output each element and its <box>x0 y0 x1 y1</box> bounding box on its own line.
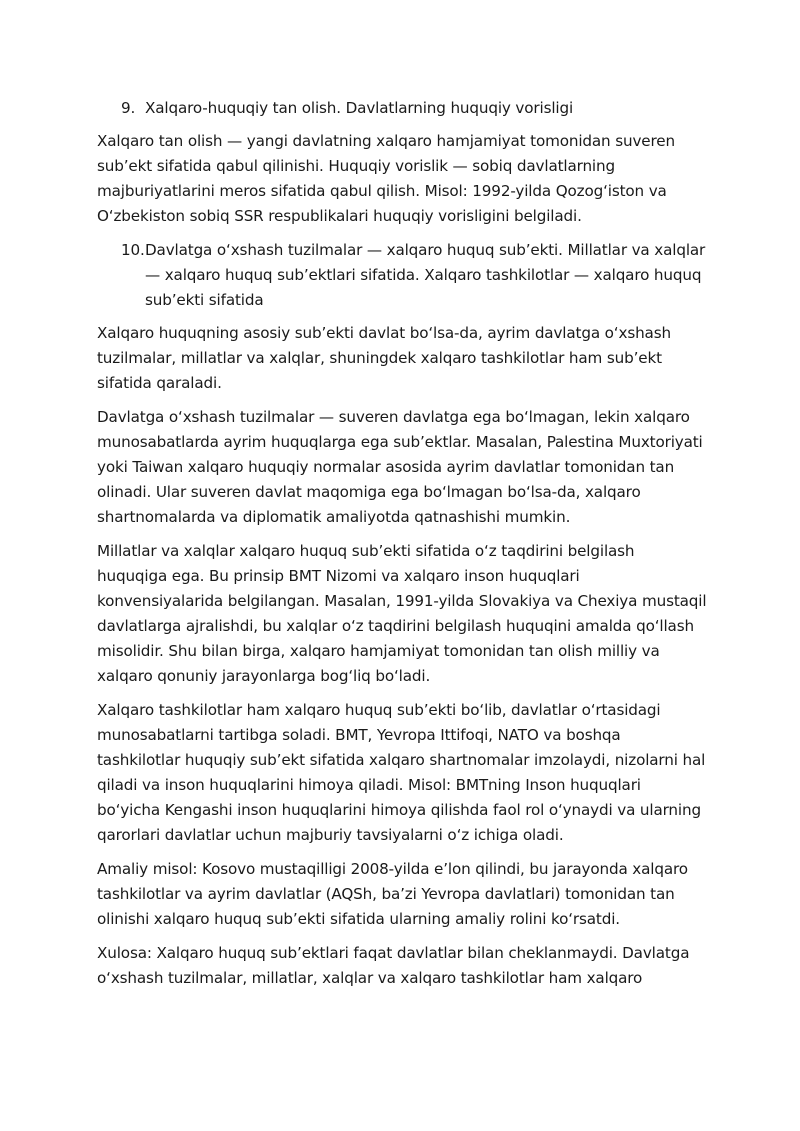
section-heading-10 <box>121 238 707 313</box>
paragraph: Xalqaro huquqning asosiy sub’ekti davlat bo‘lsa-da, ayrim davlatga o‘xshash tuzilmalar, millatlar va xalqlar, shuningdek xalqaro tashkilotlar ham sub’ekt sifatida qaraladi. <box>97 324 671 392</box>
paragraph: Xalqaro tashkilotlar ham xalqaro huquq sub’ekti bo‘lib, davlatlar o‘rtasidagi munosabatlarni tartibga soladi. BMT, Yevropa Ittifoqi, NATO va boshqa tashkilotlar huquqiy sub’ekt sifatida xalqaro shartnomalar imzolaydi, nizolarni hal qiladi va inson huquqlarini himoya qiladi. Misol: BMTning Inson huquqlari bo‘yicha Kengashi inson huquqlarini himoya qilishda faol rol o‘ynaydi va ularning qarorlari davlatlar uchun majburiy tavsiyalarni o‘z ichiga oladi. <box>97 701 706 844</box>
section-number: 9. <box>121 99 136 117</box>
document-page <box>97 96 707 1000</box>
paragraph: Davlatga o‘xshash tuzilmalar — suveren davlatga ega bo‘lmagan, lekin xalqaro munosabatlarda ayrim huquqlarga ega sub’ektlar. Masalan, Palestina Muxtoriyati yoki Taiwan xalqaro huquqiy normalar asosida ayrim davlatlar tomonidan tan olinadi. Ular suveren davlat maqomiga ega bo‘lmagan bo‘lsa-da, xalqaro shartnomalarda va diplomatik amaliyotda qatnashishi mumkin. <box>97 408 703 526</box>
paragraph: Millatlar va xalqlar xalqaro huquq sub’ekti sifatida o‘z taqdirini belgilash huquqiga ega. Bu prinsip BMT Nizomi va xalqaro inson huquqlari konvensiyalarida belgilangan. Masalan, 1991-yilda Slovakiya va Chexiya mustaqil davlatlarga ajralishdi, bu xalqlar o‘z taqdirini belgilash huquqini amalda qo‘llash misolidir. Shu bilan birga, xalqaro hamjamiyat tomonidan tan olish milliy va xalqaro qonuniy jarayonlarga bog‘liq bo‘ladi. <box>97 542 707 685</box>
section-heading-9 <box>121 96 707 121</box>
paragraph: Amaliy misol: Kosovo mustaqilligi 2008-yilda e’lon qilindi, bu jarayonda xalqaro tashkilotlar va ayrim davlatlar (AQSh, ba’zi Yevropa davlatlari) tomonidan tan olinishi xalqaro huquq sub’ekti sifatida ularning amaliy rolini ko‘rsatdi. <box>97 860 688 928</box>
section-title: Xalqaro-huquqiy tan olish. Davlatlarning huquqiy vorisligi <box>145 99 574 117</box>
paragraph: Xalqaro tan olish — yangi davlatning xalqaro hamjamiyat tomonidan suveren sub’ekt sifatida qabul qilinishi. Huquqiy vorislik — sobiq davlatlarning majburiyatlarini meros sifatida qabul qilish. Misol: 1992-yilda Qozog‘iston va O‘zbekiston sobiq SSR respublikalari huquqiy vorisligini belgiladi. <box>97 132 675 225</box>
section-title: Davlatga o‘xshash tuzilmalar — xalqaro huquq sub’ekti. Millatlar va xalqlar — xalqaro huquq sub’ektlari sifatida. Xalqaro tashkilotlar — xalqaro huquq sub’ekti sifatida <box>145 241 706 309</box>
section-number: 10. <box>121 241 145 259</box>
paragraph: Xulosa: Xalqaro huquq sub’ektlari faqat davlatlar bilan cheklanmaydi. Davlatga o‘xshash tuzilmalar, millatlar, xalqlar va xalqaro tashkilotlar ham xalqaro <box>97 944 690 987</box>
